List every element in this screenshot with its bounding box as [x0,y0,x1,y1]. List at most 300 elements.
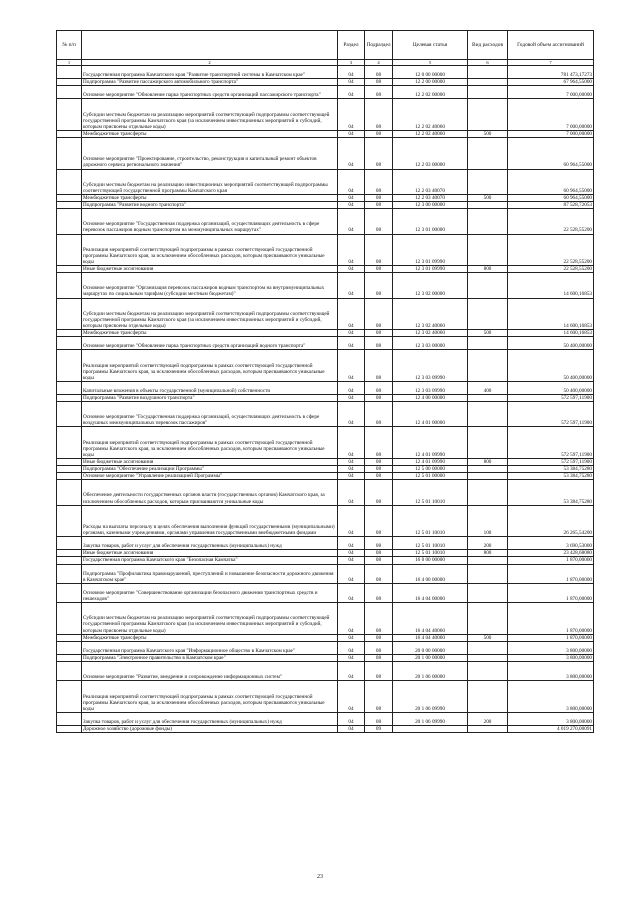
row-section-cell: 04 [338,661,365,680]
row-subsection-cell: 08 [365,138,393,170]
row-amount-cell: 22 528,55200 [508,209,594,234]
row-target-article-cell: 16 0 00 00000 [393,557,468,564]
row-expense-type-cell [468,603,508,635]
row-name-cell: Подпрограмма "Развитие воздушного транспорта" [82,394,338,401]
row-section-cell: 04 [338,234,365,266]
row-expense-type-cell: 100 [468,505,508,537]
table-row [57,634,594,641]
row-amount-cell: 3 690,53000 [508,537,594,550]
row-section-cell: 04 [338,209,365,234]
row-section-cell: 04 [338,202,365,209]
budget-sheet [56,30,593,733]
row-section-cell: 04 [338,725,365,732]
col-header-subsection: Подраздел [365,31,393,60]
row-target-article-cell: 12 5 01 00000 [393,473,468,480]
table-row [57,66,594,79]
row-expense-type-cell [468,79,508,86]
row-amount-cell: 572 597,11900 [508,427,594,459]
row-section-cell: 04 [338,427,365,459]
table-row [57,86,594,99]
row-subsection-cell: 08 [365,654,393,661]
row-section-cell: 04 [338,99,365,131]
row-expense-type-cell [468,681,508,713]
row-section-cell: 04 [338,266,365,273]
row-target-article-cell: 20 0 00 00000 [393,641,468,654]
row-amount-cell: 1 870,00000 [508,583,594,602]
row-number-cell [57,712,82,725]
row-amount-cell: 572 597,11900 [508,402,594,427]
row-number-cell [57,298,82,330]
row-number-cell [57,402,82,427]
row-expense-type-cell: 800 [468,458,508,465]
row-subsection-cell: 08 [365,550,393,557]
row-amount-cell: 1 870,00000 [508,564,594,583]
row-number-cell [57,79,82,86]
table-row [57,725,594,732]
row-expense-type-cell [468,66,508,79]
table-body [57,66,594,733]
table-row [57,466,594,473]
row-number-cell [57,209,82,234]
row-amount-cell: 1 870,00000 [508,603,594,635]
table-row [57,330,594,337]
row-expense-type-cell: 200 [468,537,508,550]
budget-table [56,30,594,733]
row-section-cell: 04 [338,583,365,602]
row-section-cell: 04 [338,557,365,564]
row-amount-cell: 1 870,00000 [508,634,594,641]
table-row [57,130,594,137]
row-subsection-cell: 08 [365,641,393,654]
table-row [57,480,594,505]
row-expense-type-cell [468,169,508,194]
table-row [57,194,594,201]
row-expense-type-cell [468,641,508,654]
row-target-article-cell: 12 3 03 09990 [393,350,468,382]
table-row [57,427,594,459]
row-name-cell: Основное мероприятие "Обновление парка транспортных средств организаций пассажирского транспорта" [82,86,338,99]
row-expense-type-cell [468,661,508,680]
row-target-article-cell: 20 1 06 09990 [393,712,468,725]
row-name-cell: Подпрограмма "Профилактика правонарушений, преступлений и повышение безопасности дорожного движения в Камчатском крае" [82,564,338,583]
row-section-cell: 04 [338,550,365,557]
row-expense-type-cell [468,654,508,661]
row-expense-type-cell [468,402,508,427]
row-section-cell: 04 [338,130,365,137]
row-name-cell: Субсидии местным бюджетам на реализацию мероприятий соответствующей подпрограммы соответствующей государственной программы Камчатского края (за исключением инвестиционных мероприятий и субсидий, которым присвоены отдельные коды) [82,99,338,131]
row-expense-type-cell [468,209,508,234]
col-header-target-article: Целевая статья [393,31,468,60]
row-amount-cell: 67 964,55000 [508,79,594,86]
table-row [57,473,594,480]
row-number-cell [57,169,82,194]
table-row [57,661,594,680]
row-subsection-cell: 09 [365,725,393,732]
row-section-cell: 04 [338,86,365,99]
row-target-article-cell: 20 1 00 00000 [393,654,468,661]
row-name-cell: Основное мероприятие "Обновление парка транспортных средств организаций водного транспорта" [82,337,338,350]
table-row [57,564,594,583]
row-expense-type-cell [468,394,508,401]
row-target-article-cell: 12 3 03 09990 [393,381,468,394]
row-subsection-cell: 08 [365,480,393,505]
row-number-cell [57,583,82,602]
row-target-article-cell: 12 4 01 09990 [393,427,468,459]
row-number-cell [57,603,82,635]
row-section-cell: 04 [338,273,365,298]
row-target-article-cell: 12 4 01 00000 [393,402,468,427]
col-number: 2 [82,60,338,66]
row-number-cell [57,202,82,209]
row-target-article-cell: 12 2 03 40070 [393,169,468,194]
row-target-article-cell: 12 2 03 40070 [393,194,468,201]
table-row [57,381,594,394]
row-number-cell [57,505,82,537]
row-amount-cell: 14 600,16853 [508,273,594,298]
col-header-expense-type: Вид расходов [468,31,508,60]
row-target-article-cell: 12 3 01 09990 [393,266,468,273]
row-section-cell: 04 [338,458,365,465]
row-number-cell [57,337,82,350]
row-subsection-cell: 08 [365,583,393,602]
row-number-cell [57,725,82,732]
row-amount-cell: 14 600,16853 [508,298,594,330]
row-subsection-cell: 08 [365,194,393,201]
col-header-section: Раздел [338,31,365,60]
row-subsection-cell: 08 [365,427,393,459]
row-name-cell: Субсидии местным бюджетам на реализацию мероприятий соответствующей подпрограммы соответствующей государственной программы Камчатского края (за исключением инвестиционных мероприятий и субсидий, которым присвоены отдельные коды) [82,603,338,635]
row-section-cell: 04 [338,712,365,725]
row-target-article-cell: 16 4 00 00000 [393,564,468,583]
row-subsection-cell: 08 [365,402,393,427]
row-name-cell: Реализация мероприятий соответствующей подпрограммы в рамках соответствующей государственной программы Камчатского края, за исключением обособленных расходов, которым присваиваются уникальные коды [82,350,338,382]
table-row [57,350,594,382]
row-target-article-cell: 12 3 00 00000 [393,202,468,209]
table-row [57,402,594,427]
row-name-cell: Государственная программа Камчатского края "Развитие транспортной системы в Камчатском крае" [82,66,338,79]
row-amount-cell: 23 428,68080 [508,550,594,557]
row-expense-type-cell [468,557,508,564]
row-expense-type-cell [468,202,508,209]
table-row [57,641,594,654]
row-number-cell [57,99,82,131]
row-subsection-cell: 08 [365,298,393,330]
row-target-article-cell: 16 4 04 40060 [393,634,468,641]
row-number-cell [57,427,82,459]
row-target-article-cell: 12 3 01 00000 [393,209,468,234]
row-number-cell [57,473,82,480]
row-expense-type-cell [468,298,508,330]
row-expense-type-cell: 500 [468,130,508,137]
row-amount-cell: 53 384,75280 [508,466,594,473]
row-subsection-cell: 08 [365,86,393,99]
row-target-article-cell: 12 2 02 40060 [393,130,468,137]
row-name-cell: Государственная программа Камчатского края "Информационное общество в Камчатском крае" [82,641,338,654]
row-amount-cell: 3 800,00000 [508,661,594,680]
row-amount-cell: 572 597,11900 [508,458,594,465]
row-name-cell: Межбюджетные трансферты [82,330,338,337]
row-name-cell: Подпрограмма "Обеспечение реализации Программы" [82,466,338,473]
table-row [57,583,594,602]
row-name-cell: Реализация мероприятий соответствующей подпрограммы в рамках соответствующей государственной программы Камчатского края, за исключением обособленных расходов, которым присваиваются уникальные коды [82,681,338,713]
row-name-cell: Закупка товаров, работ и услуг для обеспечения государственных (муниципальных) нужд [82,712,338,725]
header-row [57,31,594,60]
row-target-article-cell: 12 3 03 00000 [393,337,468,350]
row-section-cell: 04 [338,330,365,337]
row-name-cell: Расходы на выплаты персоналу в целях обеспечения выполнения функций государственными (муниципальными) органами, казенными учреждениями, органами управления государственными внебюджетными фондами [82,505,338,537]
table-row [57,712,594,725]
table-row [57,557,594,564]
row-number-cell [57,654,82,661]
row-section-cell: 04 [338,194,365,201]
row-target-article-cell: 12 5 01 10010 [393,480,468,505]
row-number-cell [57,661,82,680]
row-name-cell: Подпрограмма "Развитие пассажирского автомобильного транспорта" [82,79,338,86]
row-expense-type-cell [468,99,508,131]
row-target-article-cell: 20 1 06 09990 [393,681,468,713]
col-number: 4 [365,60,393,66]
table-row [57,79,594,86]
row-section-cell: 04 [338,350,365,382]
row-target-article-cell: 12 3 02 40060 [393,298,468,330]
row-section-cell: 04 [338,298,365,330]
row-name-cell: Капитальные вложения в объекты государственной (муниципальной) собственности [82,381,338,394]
row-expense-type-cell [468,138,508,170]
table-row [57,337,594,350]
col-number: 7 [508,60,594,66]
row-amount-cell: 781 473,17273 [508,66,594,79]
row-section-cell: 04 [338,394,365,401]
row-subsection-cell: 08 [365,99,393,131]
row-number-cell [57,138,82,170]
col-number: 6 [468,60,508,66]
row-target-article-cell: 12 2 02 40060 [393,99,468,131]
row-subsection-cell: 08 [365,712,393,725]
table-row [57,550,594,557]
row-amount-cell: 1 870,00000 [508,557,594,564]
row-name-cell: Субсидии местным бюджетам на реализацию мероприятий соответствующей подпрограммы соответствующей государственной программы Камчатского края (за исключением инвестиционных мероприятий и субсидий, которым присвоены отдельные коды) [82,298,338,330]
row-amount-cell: 7 000,00000 [508,86,594,99]
row-section-cell: 04 [338,603,365,635]
row-subsection-cell: 08 [365,337,393,350]
row-expense-type-cell [468,480,508,505]
row-expense-type-cell [468,466,508,473]
table-row [57,99,594,131]
row-subsection-cell: 08 [365,394,393,401]
row-number-cell [57,234,82,266]
row-section-cell: 04 [338,402,365,427]
row-subsection-cell: 08 [365,273,393,298]
row-number-cell [57,537,82,550]
table-row [57,681,594,713]
row-amount-cell: 4 019 270,00091 [508,725,594,732]
row-target-article-cell: 16 4 04 40060 [393,603,468,635]
row-number-cell [57,466,82,473]
row-expense-type-cell [468,564,508,583]
row-target-article-cell: 12 3 02 00000 [393,273,468,298]
row-name-cell: Закупка товаров, работ и услуг для обеспечения государственных (муниципальных) нужд [82,537,338,550]
row-expense-type-cell: 500 [468,194,508,201]
row-amount-cell: 50 400,00000 [508,337,594,350]
row-target-article-cell: 12 2 00 00000 [393,79,468,86]
table-row [57,654,594,661]
row-name-cell: Основное мероприятие "Совершенствование организации безопасного движения транспортных средств и пешеходов" [82,583,338,602]
table-row [57,537,594,550]
row-subsection-cell: 08 [365,330,393,337]
row-number-cell [57,564,82,583]
row-name-cell: Реализация мероприятий соответствующей подпрограммы в рамках соответствующей государственной программы Камчатского края, за исключением обособленных расходов, которым присваиваются уникальные коды [82,427,338,459]
row-number-cell [57,681,82,713]
row-expense-type-cell [468,725,508,732]
row-amount-cell: 572 597,11900 [508,394,594,401]
table-row [57,394,594,401]
row-target-article-cell: 12 2 02 00000 [393,86,468,99]
row-subsection-cell: 08 [365,466,393,473]
row-subsection-cell: 08 [365,557,393,564]
row-expense-type-cell [468,427,508,459]
row-amount-cell: 87 528,72053 [508,202,594,209]
row-section-cell: 04 [338,466,365,473]
table-row [57,202,594,209]
row-number-cell [57,130,82,137]
row-target-article-cell: 12 5 01 10010 [393,550,468,557]
row-amount-cell: 50 400,00000 [508,381,594,394]
row-section-cell: 04 [338,480,365,505]
row-target-article-cell [393,725,468,732]
row-name-cell: Основное мероприятие "Управление реализацией Программы" [82,473,338,480]
row-amount-cell: 3 800,00000 [508,681,594,713]
row-name-cell: Субсидии местным бюджетам на реализацию инвестиционных мероприятий соответствующей подпрограммы соответствующей государственной программы Камчатского края [82,169,338,194]
row-section-cell: 04 [338,537,365,550]
row-number-cell [57,550,82,557]
row-target-article-cell: 16 4 04 00000 [393,583,468,602]
row-subsection-cell: 08 [365,209,393,234]
row-amount-cell: 22 528,55200 [508,266,594,273]
row-name-cell: Основное мероприятие "Развитие, внедрение и сопровождение информационных систем" [82,661,338,680]
row-number-cell [57,557,82,564]
row-amount-cell: 26 265,54200 [508,505,594,537]
row-amount-cell: 14 600,16853 [508,330,594,337]
row-name-cell: Основное мероприятие "Государственная поддержка организаций, осуществляющих деятельность в сфере воздушных межмуниципальных перевозок пассажиров" [82,402,338,427]
row-section-cell: 04 [338,66,365,79]
row-subsection-cell: 08 [365,79,393,86]
row-expense-type-cell [468,234,508,266]
row-target-article-cell: 12 3 02 40060 [393,330,468,337]
row-expense-type-cell: 800 [468,266,508,273]
row-amount-cell: 3 800,00000 [508,712,594,725]
row-name-cell: Межбюджетные трансферты [82,634,338,641]
row-section-cell: 04 [338,337,365,350]
row-amount-cell: 53 384,75280 [508,480,594,505]
row-amount-cell: 7 000,00000 [508,99,594,131]
table-row [57,298,594,330]
row-number-cell [57,86,82,99]
row-expense-type-cell [468,273,508,298]
row-number-cell [57,273,82,298]
row-section-cell: 04 [338,681,365,713]
row-name-cell: Подпрограмма "Развитие водного транспорта" [82,202,338,209]
row-expense-type-cell [468,86,508,99]
table-row [57,266,594,273]
row-target-article-cell: 12 2 03 00000 [393,138,468,170]
col-number: 1 [57,60,82,66]
col-header-annual-amount: Годовой объем ассигнований [508,31,594,60]
row-target-article-cell: 12 5 01 10010 [393,537,468,550]
row-name-cell: Дорожное хозяйство (дорожные фонды) [82,725,338,732]
table-row [57,273,594,298]
row-name-cell: Иные бюджетные ассигнования [82,458,338,465]
row-subsection-cell: 08 [365,234,393,266]
row-subsection-cell: 08 [365,381,393,394]
row-name-cell: Основное мероприятие "Государственная поддержка организаций, осуществляющих деятельность в сфере перевозок пассажиров водным транспортом на межмуниципальных маршрутах" [82,209,338,234]
row-section-cell: 04 [338,654,365,661]
col-number: 5 [393,60,468,66]
row-section-cell: 04 [338,564,365,583]
table-row [57,458,594,465]
table-row [57,138,594,170]
row-name-cell: Основное мероприятие "Организация перевозок пассажиров водным транспортом на внутримуниципальных маршрутах по социальным тарифам (субсидии местным бюджетам)" [82,273,338,298]
row-amount-cell: 60 964,55000 [508,138,594,170]
col-number: 3 [338,60,365,66]
row-amount-cell: 60 964,55000 [508,194,594,201]
row-number-cell [57,480,82,505]
row-amount-cell: 7 000,00000 [508,130,594,137]
row-number-cell [57,458,82,465]
row-expense-type-cell [468,350,508,382]
row-subsection-cell: 08 [365,603,393,635]
row-subsection-cell: 08 [365,537,393,550]
row-name-cell: Межбюджетные трансферты [82,130,338,137]
row-section-cell: 04 [338,79,365,86]
row-expense-type-cell [468,473,508,480]
row-section-cell: 04 [338,505,365,537]
table-row [57,234,594,266]
row-expense-type-cell [468,583,508,602]
row-subsection-cell: 08 [365,634,393,641]
row-target-article-cell: 12 4 01 09990 [393,458,468,465]
row-amount-cell: 3 800,00000 [508,641,594,654]
row-name-cell: Реализация мероприятий соответствующей подпрограммы в рамках соответствующей государственной программы Камчатского края, за исключением обособленных расходов, которым присваиваются уникальные коды [82,234,338,266]
table-row [57,505,594,537]
row-section-cell: 04 [338,138,365,170]
row-number-cell [57,194,82,201]
row-amount-cell: 3 800,00000 [508,654,594,661]
row-expense-type-cell: 500 [468,330,508,337]
row-number-cell [57,381,82,394]
row-amount-cell: 53 384,75280 [508,473,594,480]
row-number-cell [57,266,82,273]
row-expense-type-cell [468,337,508,350]
row-target-article-cell: 12 0 00 00000 [393,66,468,79]
row-subsection-cell: 08 [365,350,393,382]
row-target-article-cell: 12 5 01 10010 [393,505,468,537]
row-subsection-cell: 08 [365,169,393,194]
row-subsection-cell: 08 [365,202,393,209]
row-section-cell: 04 [338,169,365,194]
row-section-cell: 04 [338,641,365,654]
row-name-cell: Основное мероприятие "Проектирование, строительство, реконструкция и капитальный ремонт объектов дорожного сервиса регионального значения" [82,138,338,170]
table-row [57,603,594,635]
row-amount-cell: 50 400,00000 [508,350,594,382]
row-name-cell: Подпрограмма "Электронное правительство в Камчатском крае" [82,654,338,661]
row-amount-cell: 22 528,55200 [508,234,594,266]
row-expense-type-cell: 200 [468,712,508,725]
table-row [57,169,594,194]
row-name-cell: Обеспечение деятельности государственных органов власти (государственных органов) Камчатского края, за исключением обособленных расходов, которым присваиваются уникальные коды [82,480,338,505]
row-subsection-cell: 08 [365,473,393,480]
row-target-article-cell: 12 5 00 00000 [393,466,468,473]
row-target-article-cell: 12 3 01 09990 [393,234,468,266]
